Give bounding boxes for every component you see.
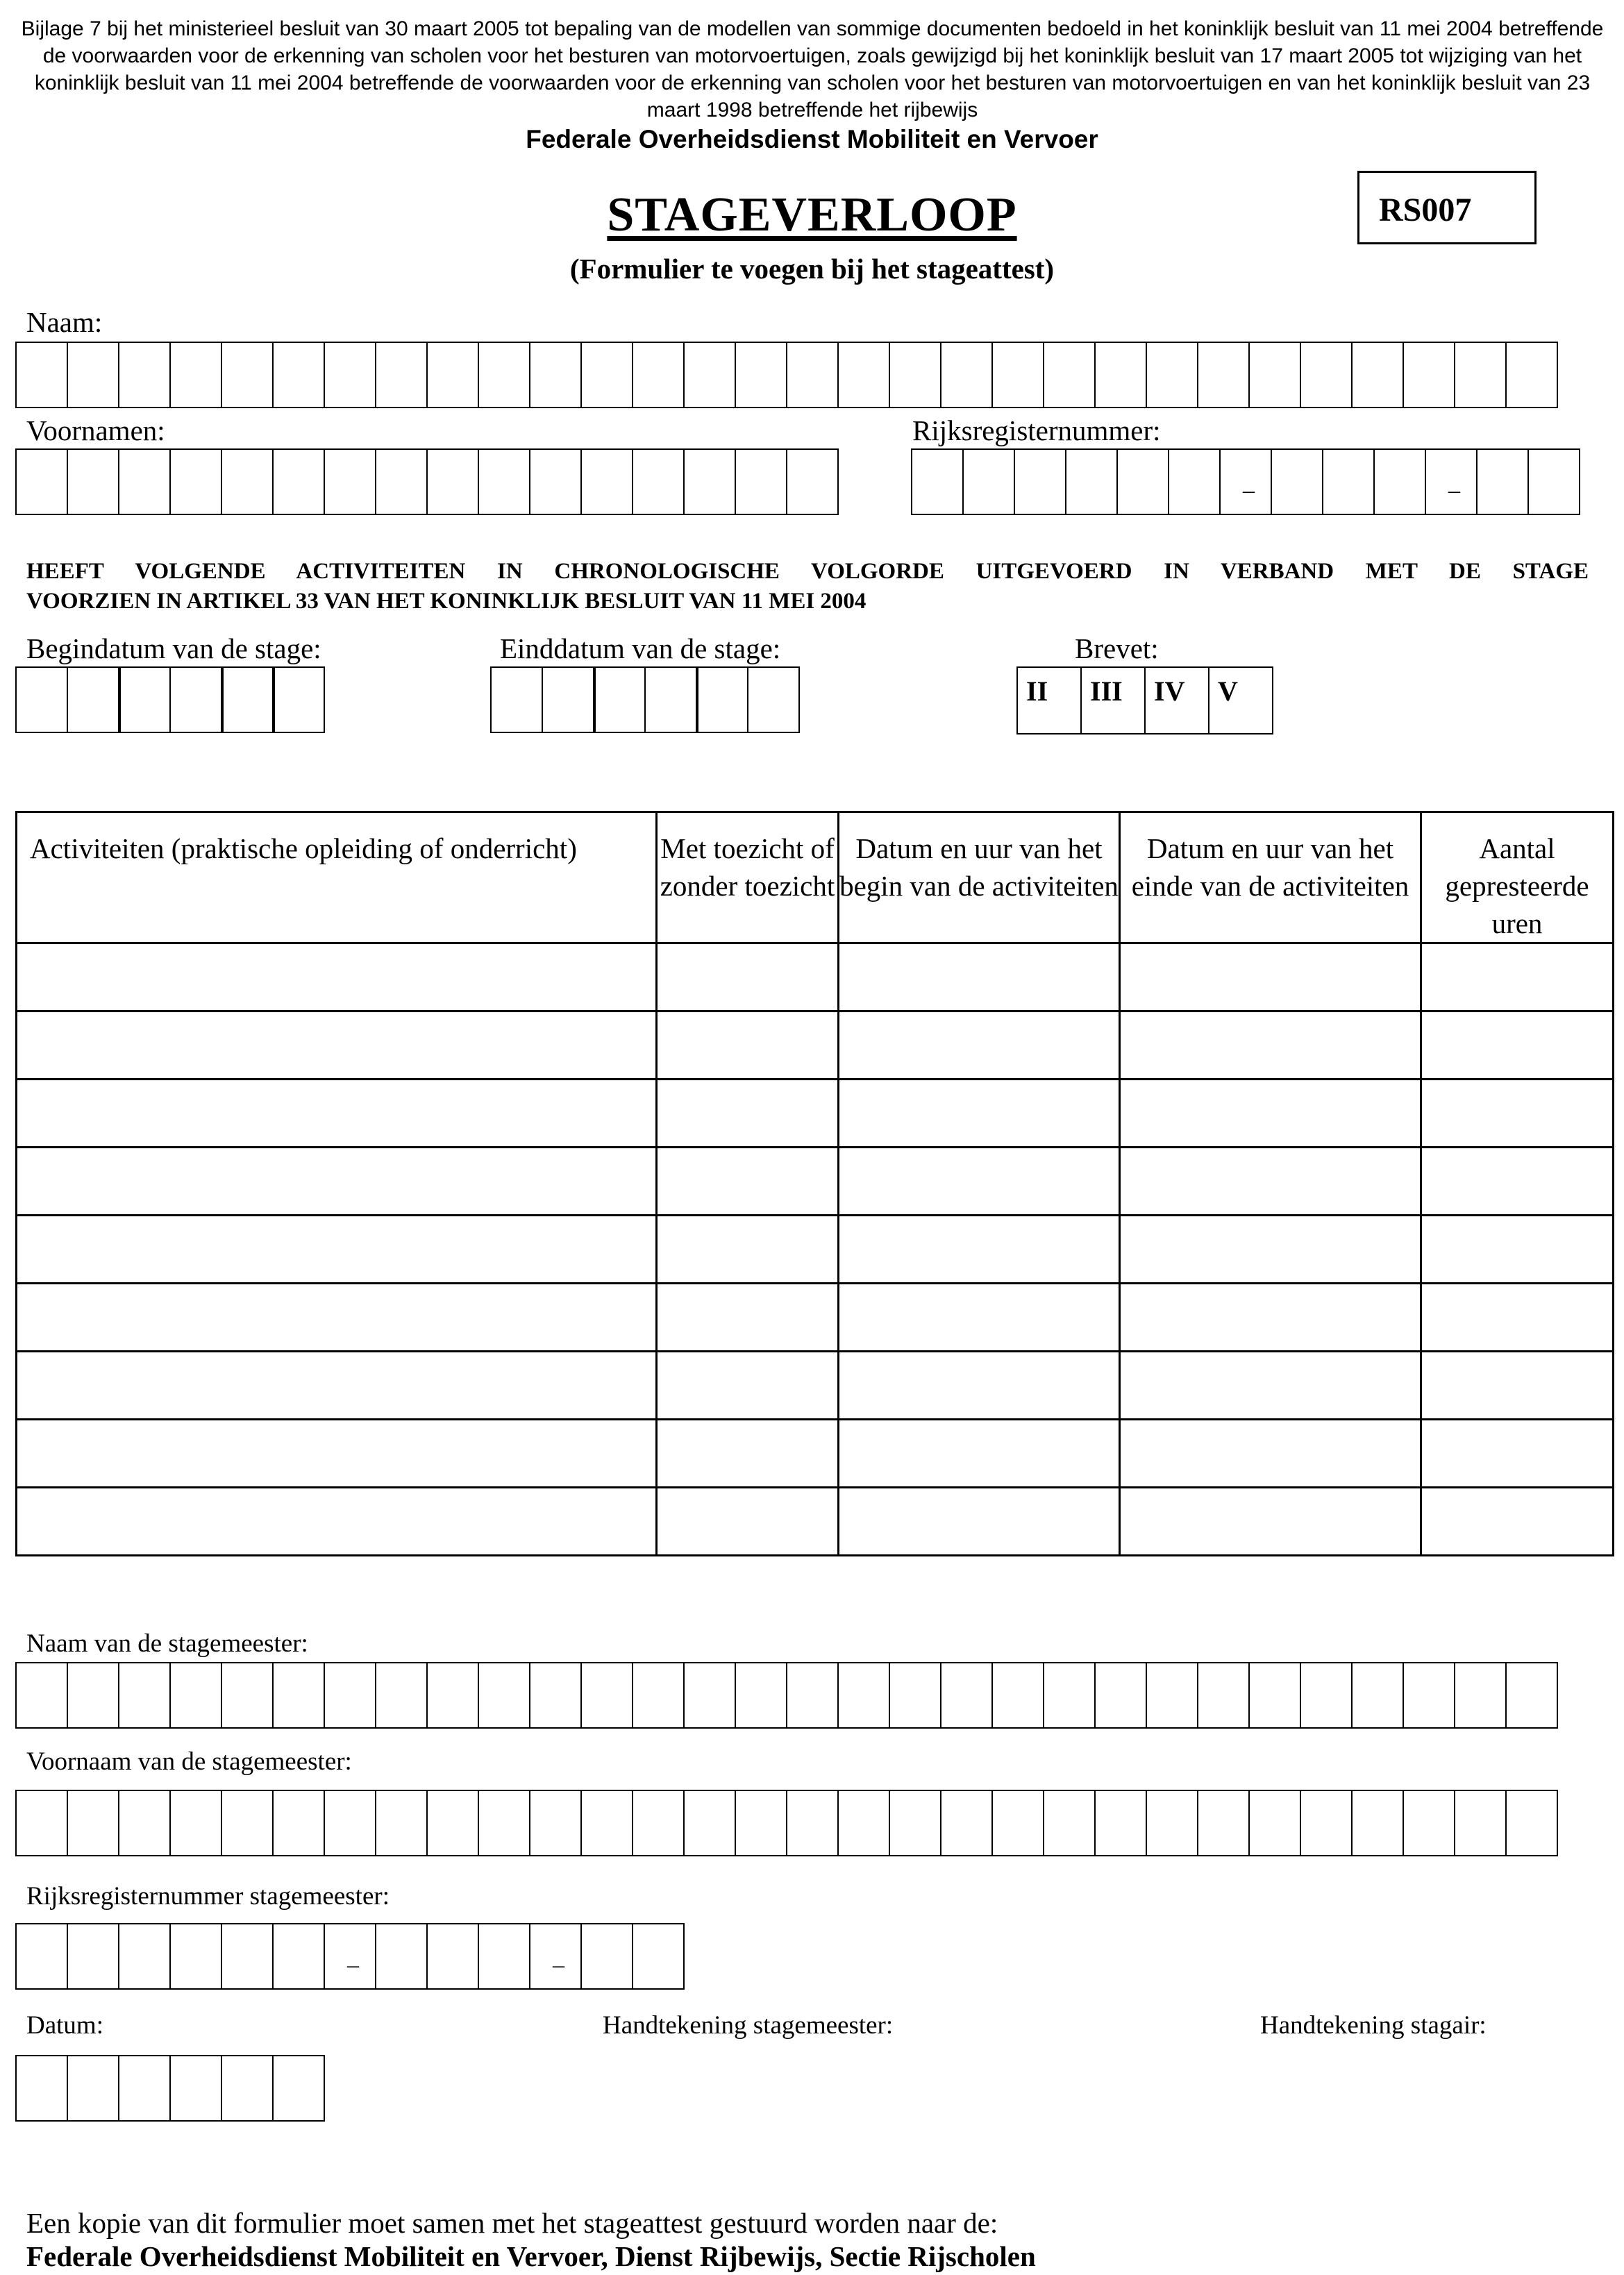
character-box[interactable] — [478, 1662, 530, 1729]
character-box[interactable] — [15, 2055, 68, 2122]
character-box[interactable] — [118, 2055, 171, 2122]
character-box[interactable] — [1094, 1790, 1147, 1856]
table-cell[interactable] — [17, 1352, 657, 1420]
character-box[interactable] — [683, 448, 736, 515]
character-box[interactable] — [324, 1790, 376, 1856]
character-box[interactable] — [118, 448, 171, 515]
table-cell[interactable] — [17, 1148, 657, 1216]
column-header-begin: Datum en uur van het begin van de activiteiten — [839, 812, 1120, 943]
activities-table-header — [17, 812, 1614, 943]
character-box[interactable] — [1351, 1790, 1404, 1856]
table-cell[interactable] — [1120, 1488, 1421, 1556]
begindatum-label: Begindatum van de stage: — [26, 632, 321, 664]
table-cell[interactable] — [1421, 1216, 1614, 1284]
brevet-option-v[interactable] — [1208, 666, 1273, 734]
character-box[interactable] — [426, 1662, 479, 1729]
table-cell[interactable] — [17, 943, 657, 1011]
character-box[interactable] — [1248, 1790, 1301, 1856]
character-box[interactable] — [169, 666, 222, 733]
voornamen-label: Voornamen: — [26, 414, 165, 446]
table-cell[interactable] — [1120, 943, 1421, 1011]
character-box[interactable] — [221, 2055, 274, 2122]
stagemeester-voornaam-label: Voornaam van de stagemeester: — [26, 1747, 352, 1776]
table-row — [17, 1352, 1614, 1420]
character-box[interactable] — [67, 342, 119, 408]
character-box[interactable] — [15, 1790, 68, 1856]
character-box[interactable] — [490, 666, 543, 733]
character-box[interactable] — [221, 342, 274, 408]
character-box[interactable] — [67, 448, 119, 515]
table-cell[interactable] — [657, 1011, 839, 1080]
character-box[interactable] — [1476, 448, 1529, 515]
stagemeester-naam-field[interactable] — [15, 1662, 1557, 1729]
character-box[interactable] — [911, 448, 964, 515]
character-box[interactable] — [272, 2055, 325, 2122]
character-box[interactable] — [940, 1662, 993, 1729]
character-box[interactable] — [529, 342, 582, 408]
table-cell[interactable] — [657, 1488, 839, 1556]
character-box[interactable] — [272, 666, 325, 733]
character-box[interactable] — [1248, 1662, 1301, 1729]
character-box[interactable] — [375, 342, 428, 408]
character-box[interactable] — [735, 1790, 787, 1856]
table-row — [17, 1148, 1614, 1216]
page-subtitle: (Formulier te voegen bij het stageattest) — [569, 253, 1055, 285]
character-box[interactable] — [644, 666, 697, 733]
character-box[interactable] — [1300, 1790, 1353, 1856]
character-box[interactable] — [1527, 448, 1580, 515]
begindatum-field[interactable] — [15, 666, 324, 733]
character-box[interactable] — [786, 342, 839, 408]
character-box[interactable] — [593, 666, 646, 733]
character-box[interactable] — [683, 342, 736, 408]
character-box[interactable] — [426, 1923, 479, 1990]
table-cell[interactable] — [17, 1080, 657, 1148]
character-box[interactable] — [1043, 1662, 1096, 1729]
character-box[interactable] — [683, 1790, 736, 1856]
character-box[interactable] — [786, 448, 839, 515]
table-cell[interactable] — [17, 1216, 657, 1284]
character-box[interactable] — [1403, 1662, 1455, 1729]
character-box[interactable] — [169, 2055, 222, 2122]
character-box[interactable] — [478, 342, 530, 408]
character-box[interactable] — [67, 666, 119, 733]
handtekening-stagair-label: Handtekening stagair: — [1260, 2011, 1487, 2040]
rijksregister-label: Rijksregisternummer: — [912, 414, 1161, 446]
character-box[interactable] — [1271, 448, 1323, 515]
character-box[interactable] — [632, 1790, 685, 1856]
character-box[interactable] — [529, 448, 582, 515]
character-box[interactable] — [169, 448, 222, 515]
character-box[interactable] — [1454, 1662, 1507, 1729]
brevet-option-iii[interactable] — [1080, 666, 1146, 734]
table-cell[interactable] — [657, 1148, 839, 1216]
character-box[interactable] — [15, 1923, 68, 1990]
table-cell[interactable] — [839, 1420, 1120, 1488]
character-box[interactable] — [426, 342, 479, 408]
stagemeester-voornaam-field[interactable] — [15, 1790, 1557, 1856]
table-cell[interactable] — [1120, 1420, 1421, 1488]
character-box[interactable] — [118, 1790, 171, 1856]
table-cell[interactable] — [839, 1080, 1120, 1148]
character-box[interactable] — [1351, 342, 1404, 408]
character-box[interactable] — [837, 342, 890, 408]
naam-field[interactable] — [15, 342, 1557, 408]
character-box[interactable] — [1322, 448, 1375, 515]
character-box[interactable] — [580, 1790, 633, 1856]
stagemeester-rijksregister-label: Rijksregisternummer stagemeester: — [26, 1882, 390, 1911]
separator-dash: – — [1448, 478, 1460, 503]
datum-label: Datum: — [26, 2011, 103, 2040]
character-box[interactable] — [1373, 448, 1426, 515]
character-box[interactable] — [15, 666, 68, 733]
table-cell[interactable] — [17, 1488, 657, 1556]
character-box[interactable] — [786, 1790, 839, 1856]
character-box[interactable] — [1014, 448, 1066, 515]
legal-header-note: Bijlage 7 bij het ministerieel besluit van 30 maart 2005 tot bepaling van de modellen van sommige documenten bedoeld in het koninklijk besluit van 11 mei 2004 betreffende de voorwaarden voor de erkenning van scholen voor het besturen van motorvoertuigen, zoals gewijzigd bij het koninklijk besluit van 17 maart 2005 tot wijziging van het koninklijk besluit van 11 mei 2004 betreffende de voorwaarden voor de erkenning van scholen voor het besturen van motorvoertuigen en van het koninklijk besluit van 23 maart 1998 betreffende het rijbewijs — [21, 17, 1604, 121]
table-cell[interactable] — [1421, 1284, 1614, 1352]
character-box[interactable] — [889, 1662, 941, 1729]
character-box[interactable] — [15, 448, 68, 515]
character-box[interactable] — [1197, 1662, 1250, 1729]
character-box[interactable] — [1146, 342, 1198, 408]
character-box[interactable] — [1197, 1790, 1250, 1856]
character-box[interactable] — [991, 1662, 1044, 1729]
character-box[interactable] — [735, 448, 787, 515]
table-row — [17, 1284, 1614, 1352]
table-cell[interactable] — [839, 1148, 1120, 1216]
table-cell[interactable] — [1421, 1352, 1614, 1420]
agency-title: Federale Overheidsdienst Mobiliteit en Vervoer — [526, 125, 1098, 153]
brevet-label: Brevet: — [1075, 632, 1159, 664]
character-box[interactable] — [786, 1662, 839, 1729]
character-box[interactable] — [580, 342, 633, 408]
character-box[interactable] — [1043, 1790, 1096, 1856]
table-cell[interactable] — [1421, 1488, 1614, 1556]
character-box[interactable] — [118, 666, 171, 733]
table-cell[interactable] — [1120, 1080, 1421, 1148]
character-box[interactable] — [632, 448, 685, 515]
character-box[interactable] — [118, 1923, 171, 1990]
character-box[interactable] — [1146, 1790, 1198, 1856]
character-box[interactable] — [272, 342, 325, 408]
character-box[interactable] — [1248, 342, 1301, 408]
table-row — [17, 1216, 1614, 1284]
character-box[interactable] — [169, 1923, 222, 1990]
character-box[interactable] — [1351, 1662, 1404, 1729]
brevet-option-ii[interactable] — [1016, 666, 1082, 734]
character-box[interactable] — [169, 342, 222, 408]
table-cell[interactable] — [17, 1420, 657, 1488]
character-box[interactable] — [67, 1662, 119, 1729]
table-cell[interactable] — [1421, 1011, 1614, 1080]
character-box[interactable] — [1116, 448, 1169, 515]
character-box[interactable] — [426, 1790, 479, 1856]
separator-dash: – — [553, 1952, 564, 1978]
column-header-einde: Datum en uur van het einde van de activiteiten — [1120, 812, 1421, 943]
table-cell[interactable] — [1421, 1148, 1614, 1216]
datum-field[interactable] — [15, 2055, 324, 2122]
character-box[interactable] — [529, 1790, 582, 1856]
brevet-option-iv[interactable] — [1144, 666, 1209, 734]
character-box[interactable] — [940, 342, 993, 408]
table-cell[interactable] — [1120, 1284, 1421, 1352]
einddatum-label: Einddatum van de stage: — [500, 632, 781, 664]
table-cell[interactable] — [1421, 1080, 1614, 1148]
character-box[interactable] — [632, 1662, 685, 1729]
character-box[interactable] — [889, 342, 941, 408]
table-row — [17, 1011, 1614, 1080]
character-box[interactable] — [169, 1662, 222, 1729]
character-box[interactable] — [375, 1923, 428, 1990]
character-box[interactable] — [1505, 1790, 1558, 1856]
character-box[interactable] — [529, 1662, 582, 1729]
column-header-activiteiten: Activiteiten (praktische opleiding of onderricht) — [17, 812, 657, 943]
character-box[interactable] — [67, 2055, 119, 2122]
table-cell[interactable] — [657, 1080, 839, 1148]
character-box[interactable] — [735, 1662, 787, 1729]
page-title: STAGEVERLOOP — [607, 188, 1017, 242]
activities-statement-line2: VOORZIEN IN ARTIKEL 33 VAN HET KONINKLIJK BESLUIT VAN 11 MEI 2004 — [26, 589, 867, 614]
form-code-box: RS007 — [1357, 171, 1537, 244]
character-box[interactable] — [118, 1662, 171, 1729]
table-cell[interactable] — [1421, 1420, 1614, 1488]
table-cell[interactable] — [1120, 1352, 1421, 1420]
character-box[interactable] — [1043, 342, 1096, 408]
character-box[interactable] — [478, 1790, 530, 1856]
naam-label: Naam: — [26, 306, 103, 338]
character-box[interactable] — [67, 1790, 119, 1856]
einddatum-field[interactable] — [490, 666, 798, 733]
character-box[interactable] — [837, 1662, 890, 1729]
character-box[interactable] — [272, 1662, 325, 1729]
brevet-option-label: V — [1218, 675, 1238, 707]
character-box[interactable] — [1300, 342, 1353, 408]
table-cell[interactable] — [657, 1352, 839, 1420]
character-box[interactable] — [1219, 448, 1272, 515]
activities-table — [15, 811, 1614, 1556]
table-cell[interactable] — [657, 1216, 839, 1284]
character-box[interactable] — [696, 666, 748, 733]
character-box[interactable] — [324, 1662, 376, 1729]
table-cell[interactable] — [839, 1284, 1120, 1352]
character-box[interactable] — [962, 448, 1015, 515]
character-box[interactable] — [1505, 342, 1558, 408]
character-box[interactable] — [1094, 342, 1147, 408]
brevet-option-label: II — [1026, 675, 1048, 707]
character-box[interactable] — [580, 1662, 633, 1729]
column-header-toezicht: Met toezicht of zonder toezicht — [657, 812, 839, 943]
table-cell[interactable] — [1120, 1011, 1421, 1080]
character-box[interactable] — [1065, 448, 1118, 515]
character-box[interactable] — [478, 1923, 530, 1990]
character-box[interactable] — [1197, 342, 1250, 408]
activities-table-body — [17, 943, 1614, 1556]
character-box[interactable] — [683, 1662, 736, 1729]
separator-dash: – — [1243, 478, 1255, 503]
character-box[interactable] — [1505, 1662, 1558, 1729]
character-box[interactable] — [324, 342, 376, 408]
character-box[interactable] — [221, 1662, 274, 1729]
character-box[interactable] — [991, 1790, 1044, 1856]
character-box[interactable] — [221, 1923, 274, 1990]
character-box[interactable] — [580, 1923, 633, 1990]
character-box[interactable] — [118, 342, 171, 408]
character-box[interactable] — [375, 1662, 428, 1729]
table-cell[interactable] — [17, 1011, 657, 1080]
table-cell[interactable] — [1120, 1148, 1421, 1216]
character-box[interactable] — [221, 666, 274, 733]
table-row — [17, 943, 1614, 1011]
table-row — [17, 1488, 1614, 1556]
table-cell[interactable] — [839, 1352, 1120, 1420]
table-cell[interactable] — [657, 943, 839, 1011]
table-row — [17, 1080, 1614, 1148]
character-box[interactable] — [221, 448, 274, 515]
character-box[interactable] — [1403, 1790, 1455, 1856]
table-cell[interactable] — [839, 943, 1120, 1011]
character-box[interactable] — [375, 448, 428, 515]
character-box[interactable] — [1168, 448, 1221, 515]
character-box[interactable] — [1146, 1662, 1198, 1729]
brevet-options — [1016, 666, 1272, 734]
stagemeester-rijksregister-field[interactable] — [15, 1923, 683, 1990]
handtekening-stagemeester-label: Handtekening stagemeester: — [603, 2011, 894, 2040]
character-box[interactable] — [67, 1923, 119, 1990]
table-cell[interactable] — [1120, 1216, 1421, 1284]
character-box[interactable] — [221, 1790, 274, 1856]
table-cell[interactable] — [839, 1011, 1120, 1080]
character-box[interactable] — [991, 342, 1044, 408]
brevet-option-label: III — [1090, 675, 1123, 707]
character-box[interactable] — [1300, 1662, 1353, 1729]
character-box[interactable] — [375, 1790, 428, 1856]
voornamen-field[interactable] — [15, 448, 837, 515]
character-box[interactable] — [169, 1790, 222, 1856]
character-box[interactable] — [324, 1923, 376, 1990]
rijksregister-field[interactable] — [911, 448, 1579, 515]
character-box[interactable] — [1454, 342, 1507, 408]
character-box[interactable] — [478, 448, 530, 515]
character-box[interactable] — [735, 342, 787, 408]
character-box[interactable] — [837, 1790, 890, 1856]
character-box[interactable] — [632, 1923, 685, 1990]
column-header-uren: Aantal gepresteerde uren — [1421, 812, 1614, 943]
character-box[interactable] — [1094, 1662, 1147, 1729]
character-box[interactable] — [529, 1923, 582, 1990]
footer-address: Federale Overheidsdienst Mobiliteit en Vervoer, Dienst Rijbewijs, Sectie Rijscholen — [26, 2240, 1036, 2272]
character-box[interactable] — [580, 448, 633, 515]
character-box[interactable] — [426, 448, 479, 515]
brevet-option-label: IV — [1154, 675, 1185, 707]
character-box[interactable] — [272, 448, 325, 515]
character-box[interactable] — [1403, 342, 1455, 408]
character-box[interactable] — [940, 1790, 993, 1856]
character-box[interactable] — [324, 448, 376, 515]
table-row — [17, 1420, 1614, 1488]
character-box[interactable] — [15, 342, 68, 408]
table-cell[interactable] — [839, 1488, 1120, 1556]
character-box[interactable] — [1425, 448, 1477, 515]
character-box[interactable] — [1454, 1790, 1507, 1856]
character-box[interactable] — [272, 1923, 325, 1990]
stagemeester-naam-label: Naam van de stagemeester: — [26, 1629, 308, 1658]
table-cell[interactable] — [17, 1284, 657, 1352]
character-box[interactable] — [747, 666, 800, 733]
table-cell[interactable] — [657, 1420, 839, 1488]
character-box[interactable] — [542, 666, 594, 733]
separator-dash: – — [347, 1952, 359, 1978]
character-box[interactable] — [272, 1790, 325, 1856]
character-box[interactable] — [15, 1662, 68, 1729]
table-cell[interactable] — [657, 1284, 839, 1352]
activities-statement-line1: HEEFT VOLGENDE ACTIVITEITEN IN CHRONOLOGISCHE VOLGORDE UITGEVOERD IN VERBAND MET DE STAGE — [26, 559, 1589, 584]
table-cell[interactable] — [1421, 943, 1614, 1011]
character-box[interactable] — [632, 342, 685, 408]
footer-note: Een kopie van dit formulier moet samen met het stageattest gestuurd worden naar de: — [26, 2207, 998, 2239]
character-box[interactable] — [889, 1790, 941, 1856]
table-cell[interactable] — [839, 1216, 1120, 1284]
